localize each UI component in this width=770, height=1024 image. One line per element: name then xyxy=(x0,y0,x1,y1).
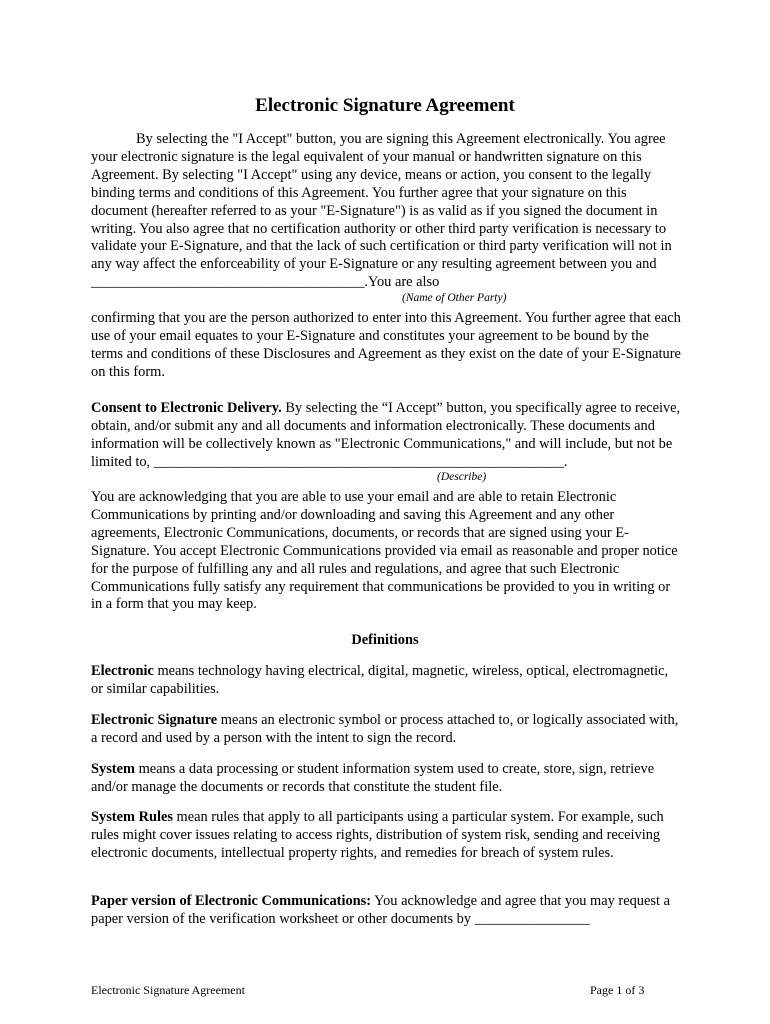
paper-version-text: You acknowledge and agree that you may request a paper version of the verification worksheet or other documents by ________________ xyxy=(91,893,670,927)
definition-system xyxy=(91,761,681,797)
definitions-heading: Definitions xyxy=(351,632,419,648)
definition-text: means technology having electrical, digital, magnetic, wireless, optical, electromagnetic, or similar capabilities. xyxy=(91,663,669,697)
intro-paragraph: By selecting the "I Accept" button, you are signing this Agreement electronically. You agree your electronic signature is the legal equivalent of your manual or handwritten signature on this Agreement. By selecting "I Accept" using any device, means or action, you consent to the legally binding terms and conditions of this Agreement. You further agree that your signature on this document (hereafter referred to as your "E-Signature") is as valid as if you signed the document in writing. You also agree that no certification authority or other third party verification is necessary to validate your E-Signature, and that the lack of such certification or third party verification will not in any way affect the enforceability of your E-Signature or any resulting agreement between you and ______________________________________.You are also xyxy=(91,131,672,291)
footer-title: Electronic Signature Agreement xyxy=(91,983,245,997)
other-party-caption: (Name of Other Party) xyxy=(402,292,507,304)
definition-electronic-signature xyxy=(91,712,681,748)
definition-system-rules xyxy=(91,809,681,863)
consent-paragraph xyxy=(91,400,681,472)
acknowledgement-paragraph: You are acknowledging that you are able to use your email and are able to retain Electronic Communications by printing and/or downloading and saving this Agreement and any other agreements, Electronic Communications, documents, or records that are signed using your E-Signature. You accept Electronic Communications provided via email as reasonable and proper notice for the purpose of fulfilling any and all rules and regulations, and agree that such Electronic Communications fully satisfy any requirement that communications be provided to you in writing or in a form that you may keep. xyxy=(91,489,678,613)
paper-version-paragraph xyxy=(91,893,681,929)
consent-heading: Consent to Electronic Delivery. xyxy=(91,400,282,416)
document-title: Electronic Signature Agreement xyxy=(255,95,515,116)
definition-electronic xyxy=(91,663,681,699)
definition-term: Electronic Signature xyxy=(91,712,218,728)
definition-term: Electronic xyxy=(91,663,154,679)
paper-version-heading: Paper version of Electronic Communications: xyxy=(91,893,372,909)
confirmation-paragraph: confirming that you are the person authorized to enter into this Agreement. You further agree that each use of your email equates to your E-Signature and constitutes your agreement to be bound by the terms and conditions of these Disclosures and Agreement as they exist on the date of your E-Signature on this form. xyxy=(91,310,681,380)
definition-term: System xyxy=(91,761,135,777)
consent-text: By selecting the “I Accept” button, you specifically agree to receive, obtain, and/or submit any and all documents and information electronically. These documents and information will be collectively known as "Electronic Communications," and will include, but not be limited to, _________________________________________________________. xyxy=(91,400,681,470)
definition-text: mean rules that apply to all participants using a particular system. For example, such rules might cover issues relating to access rights, distribution of system risk, sending and receiving electronic documents, intellectual property rights, and remedies for breach of system rules. xyxy=(91,809,664,861)
definition-text: means an electronic symbol or process attached to, or logically associated with, a record and used by a person with the intent to sign the record. xyxy=(91,712,679,746)
definition-term: System Rules xyxy=(91,809,173,825)
definition-text: means a data processing or student information system used to create, store, sign, retrieve and/or manage the documents or records that constitute the student file. xyxy=(91,761,655,795)
describe-caption: (Describe) xyxy=(437,471,487,483)
page-number: Page 1 of 3 xyxy=(590,983,645,997)
